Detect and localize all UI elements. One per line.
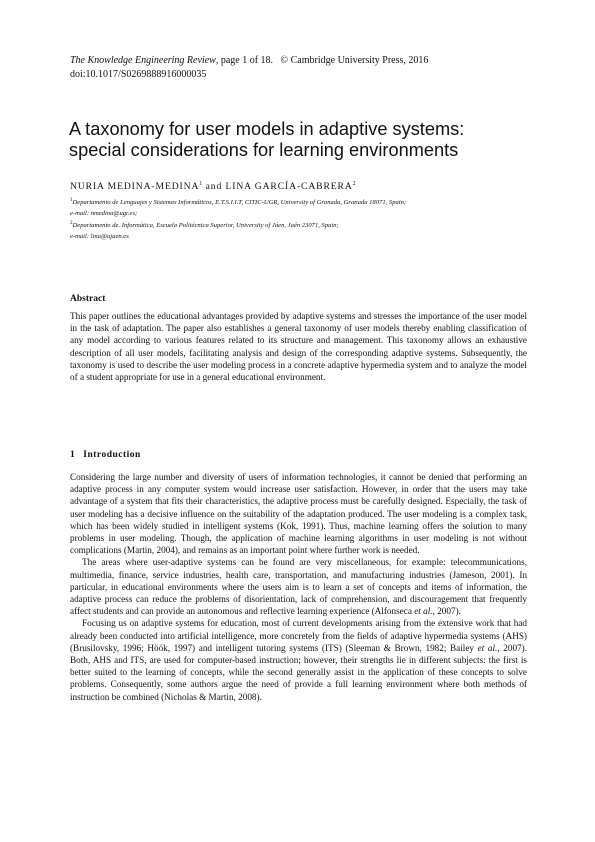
affiliation-2-text: Departamento de. Informática, Escuela Politécnica Superior, University of Jáen, Jaén 23071, Spain; — [72, 222, 339, 230]
affiliation-2 — [70, 219, 530, 232]
paragraph-2-text-a: The areas where user-adaptive systems can be found are very miscellaneous, for example: telecommunications, multimedia, finance, service industries, health care, transportation, and manufacturing industries (Jameson, 2001). In particular, in educational environments where the users aim is to learn a set of concepts and items of information, the adaptive process can reduce the problems of disorientation, lack of comprehension, and discouragement that frequently affect students and can provide an autonomous and reflective learning experience (Alfonseca — [70, 557, 527, 617]
paragraph-2-etal: et al. — [414, 606, 433, 617]
paragraph-3-etal: et al. — [477, 642, 498, 653]
copyright: © Cambridge University Press, 2016 — [280, 55, 429, 66]
author-2-affil-mark: 2 — [352, 181, 356, 187]
page-info: , page 1 of 18. — [215, 55, 274, 66]
doi: doi:10.1017/S0269888916000035 — [70, 69, 207, 80]
affiliations — [70, 196, 530, 242]
paper-title — [69, 119, 529, 161]
abstract-heading: Abstract — [70, 294, 106, 304]
affiliation-1-mark: 1 — [70, 198, 73, 203]
abstract-text: This paper outlines the educational advantages provided by adaptive systems and stresses the importance of the user model in the task of adaptation. The paper also establishes a general taxonomy of user models thereby enabling classification of any model according to various features related to its structure and management. This taxonomy allows an exhaustive description of all user models, facilitating analysis and design of the corresponding adaptive systems. Subsequently, the taxonomy is used to describe the user modeling process in a concrete adaptive hypermedia system and to analyze the model of a student appropriate for use in a general educational environment. — [70, 311, 527, 383]
affiliation-1-email: e-mail: nmedina@ugr.es; — [70, 209, 138, 217]
paragraph-2-text-b: , 2007). — [432, 606, 461, 617]
author-conjunction: and — [205, 181, 223, 193]
paragraph-3 — [70, 617, 527, 702]
section-heading — [70, 450, 141, 460]
section-body — [70, 471, 527, 703]
author-1-affil-mark: 1 — [199, 181, 203, 187]
author-list — [70, 181, 356, 192]
affiliation-2-email: e-mail: lina@ujaen.es — [70, 232, 129, 240]
affiliation-1 — [70, 196, 530, 209]
journal-header — [70, 54, 428, 82]
paragraph-1: Considering the large number and diversity of users of information technologies, it cannot be denied that performing an adaptive process in any computer system would increase user satisfaction. However, in order that the users may take advantage of a system that fits their characteristics, the adaptive process must be carefully designed. Especially, the task of user modeling has a decisive influence on the suitability of the adaptation produced. The user modeling is a complex task, which has been widely studied in intelligent systems (Kok, 1991). Thus, machine learning offers the solution to many problems in user modeling. Though, the application of machine learning algorithms in user modeling is not without complications (Martin, 2004), and remains as an important point where further work is needed. — [70, 472, 527, 556]
paragraph-2 — [70, 556, 527, 617]
title-line-2: special considerations for learning environments — [69, 140, 459, 160]
paragraph-3-text-a: Focusing us on adaptive systems for education, most of current developments arising from the extensive work that had already been conducted into artificial intelligence, more concretely from the fields of adaptive hypermedia systems (AHS) (Brusilovsky, 1996; Höök, 1997) and intelligent tutoring systems (ITS) (Sleeman & Brown, 1982; Bailey — [70, 618, 527, 653]
author-1: NURIA MEDINA-MEDINA — [70, 181, 200, 193]
section-number: 1 — [70, 450, 76, 460]
author-2: LINA GARCÍA-CABRERA — [225, 181, 353, 193]
paragraph-3-text-b: , 2007). Both, AHS and ITS, are used for computer-based instruction; however, their strengths lie in different subjects: the first is better suited to the learning of concepts, while the second generally assist in the application of these concepts to solve problems. Consequently, some authors argue the need of provide a full learning environment where both methods of instruction be combined (Nicholas & Martin, 2008). — [70, 642, 527, 702]
title-line-1: A taxonomy for user models in adaptive systems: — [69, 119, 465, 139]
affiliation-1-text: Departamento de Lenguajes y Sistemas Informáticos, E.T.S.I.I.T, CITIC-UGR, University of Granada, Granada 18071, Spain; — [72, 199, 407, 207]
affiliation-2-mark: 2 — [70, 221, 73, 227]
section-title: Introduction — [83, 450, 141, 460]
journal-citation — [70, 54, 428, 68]
journal-name: The Knowledge Engineering Review — [70, 55, 216, 66]
